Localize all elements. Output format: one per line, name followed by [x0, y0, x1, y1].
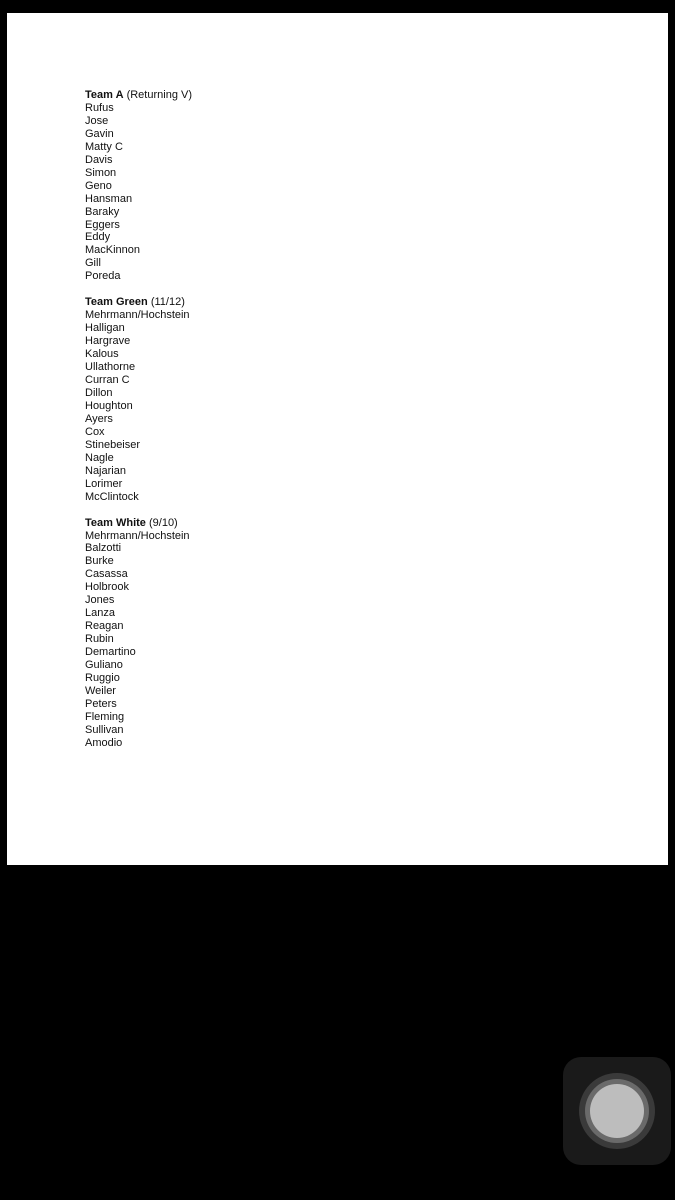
player-name: Hansman: [85, 192, 133, 205]
player-name: Mehrmann/Hochstein: [85, 529, 190, 542]
team-heading: [85, 517, 192, 530]
team-section: [85, 296, 192, 503]
team-note: (11/12): [150, 296, 185, 309]
player-name: Balzotti: [85, 542, 122, 555]
team-roster: [85, 89, 192, 763]
player-name: Mehrmann/Hochstein: [85, 309, 190, 322]
team-name: Team White: [85, 516, 146, 529]
player-name: McClintock: [85, 490, 139, 503]
player-name: Rubin: [85, 633, 114, 646]
team-note: (Returning V): [126, 89, 192, 101]
team-section: [85, 517, 192, 750]
player-name: Nagle: [85, 451, 114, 464]
player-name: Guliano: [85, 659, 123, 672]
player-name: Ullathorne: [85, 361, 136, 374]
player-name: Peters: [85, 697, 117, 710]
player-name: Casassa: [85, 568, 128, 581]
player-name: Fleming: [85, 710, 125, 723]
player-name: Geno: [85, 179, 112, 192]
player-name: Matty C: [85, 140, 123, 153]
player-name: Eddy: [85, 231, 111, 244]
player-name: Ayers: [85, 412, 113, 425]
player-name: Burke: [85, 555, 114, 568]
player-name: Gill: [85, 257, 101, 270]
player-name: Baraky: [85, 205, 120, 218]
player-name: Lanza: [85, 607, 115, 620]
player-name: Ruggio: [85, 671, 120, 684]
player-name: Rufus: [85, 101, 114, 114]
document-page: [7, 13, 668, 865]
player-name: Najarian: [85, 464, 126, 477]
player-name: Sullivan: [85, 723, 124, 736]
player-name: Eggers: [85, 218, 120, 231]
player-name: Dillon: [85, 386, 113, 399]
player-name: Amodio: [85, 736, 123, 749]
team-heading: [85, 89, 192, 102]
player-name: Davis: [85, 153, 113, 166]
team-name: Team A: [85, 89, 124, 101]
player-name: Holbrook: [85, 581, 130, 594]
player-name: Lorimer: [85, 477, 123, 490]
team-note: (9/10): [148, 516, 178, 529]
player-name: Reagan: [85, 620, 124, 633]
assistive-touch-icon: [579, 1073, 655, 1149]
player-name: Jones: [85, 594, 115, 607]
player-name: Demartino: [85, 646, 136, 659]
player-name: Weiler: [85, 684, 116, 697]
player-name: Gavin: [85, 127, 114, 140]
assistive-touch-button[interactable]: [563, 1057, 671, 1165]
player-name: Kalous: [85, 348, 119, 361]
player-name: Halligan: [85, 322, 125, 335]
player-name: Curran C: [85, 374, 130, 387]
player-name: Jose: [85, 114, 109, 127]
team-name: Team Green: [85, 296, 148, 309]
team-heading: [85, 296, 192, 309]
player-name: Poreda: [85, 270, 121, 283]
player-name: Hargrave: [85, 335, 131, 348]
player-name: Cox: [85, 425, 105, 438]
player-name: MacKinnon: [85, 244, 141, 257]
player-name: Houghton: [85, 399, 133, 412]
team-section: [85, 89, 192, 283]
player-name: Stinebeiser: [85, 438, 141, 451]
player-name: Simon: [85, 166, 117, 179]
